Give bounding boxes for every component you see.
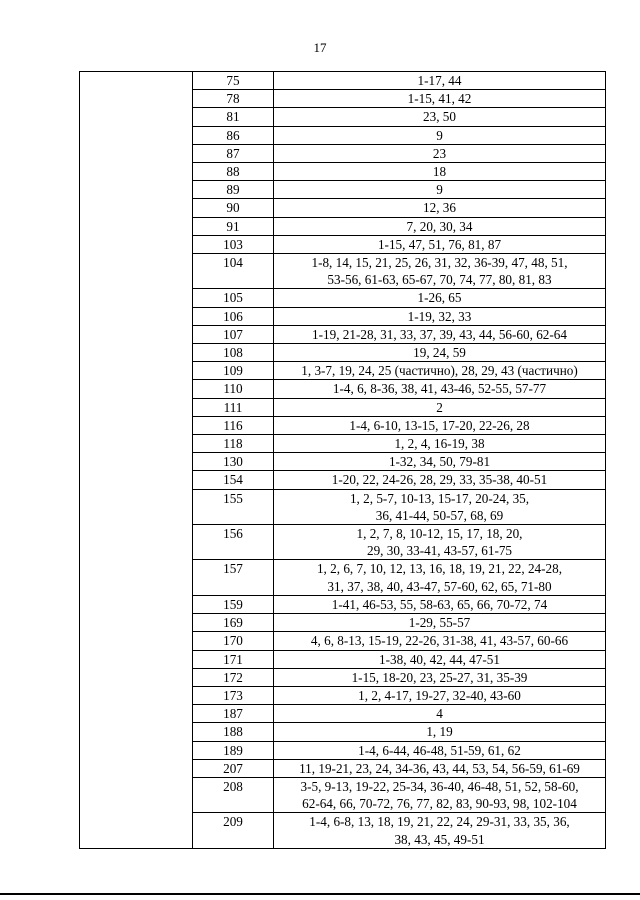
row-items-line: 1-17, 44	[417, 73, 462, 88]
row-items-cell	[274, 668, 606, 686]
row-number-cell: 189	[193, 741, 274, 759]
blank-first-column-cell	[80, 72, 193, 849]
row-number-cell: 130	[193, 453, 274, 471]
row-items-line: 1-41, 46-53, 55, 58-63, 65, 66, 70-72, 74	[331, 596, 548, 612]
registry-table	[79, 71, 606, 849]
row-number-cell: 91	[193, 217, 274, 235]
row-items-cell	[274, 759, 606, 777]
row-number-cell: 169	[193, 614, 274, 632]
row-items-cell	[274, 217, 606, 235]
row-items-line: 1-15, 47, 51, 76, 81, 87	[377, 236, 502, 252]
row-number-cell: 208	[193, 777, 274, 812]
row-items-cell	[274, 813, 606, 848]
row-items-cell	[274, 398, 606, 416]
row-items-line: 1, 2, 4, 16-19, 38	[394, 436, 485, 452]
row-number-cell: 116	[193, 416, 274, 434]
row-items-line: 1, 2, 4-17, 19-27, 32-40, 43-60	[358, 687, 521, 703]
page-bottom-rule	[0, 893, 640, 895]
row-items-line: 1, 2, 5-7, 10-13, 15-17, 20-24, 35,	[349, 490, 530, 506]
row-number-cell: 104	[193, 254, 274, 289]
row-items-line: 4	[436, 706, 443, 722]
row-items-cell	[274, 453, 606, 471]
row-items-line: 1-4, 6, 8-36, 38, 41, 43-46, 52-55, 57-77	[332, 381, 547, 397]
row-items-line: 1-4, 6-8, 13, 18, 19, 21, 22, 24, 29-31, 33, 35, 36,	[309, 814, 570, 830]
row-number-cell: 159	[193, 595, 274, 613]
row-items-cell	[274, 72, 606, 90]
row-items-line: 1, 19	[426, 724, 453, 740]
row-items-cell	[274, 632, 606, 650]
row-items-line: 1-15, 41, 42	[407, 91, 472, 107]
row-number-cell: 170	[193, 632, 274, 650]
row-items-cell	[274, 344, 606, 362]
row-number-cell: 154	[193, 471, 274, 489]
row-items-cell	[274, 199, 606, 217]
row-items-line: 1-32, 34, 50, 79-81	[388, 454, 491, 470]
row-items-line: 19, 24, 59	[413, 345, 466, 361]
row-items-cell	[274, 325, 606, 343]
row-items-line: 1-15, 18-20, 23, 25-27, 31, 35-39	[351, 669, 528, 685]
row-items-cell	[274, 705, 606, 723]
row-number-cell: 156	[193, 525, 274, 560]
row-items-cell	[274, 289, 606, 307]
row-number-cell: 78	[193, 90, 274, 108]
row-number-cell: 88	[193, 163, 274, 181]
row-items-line: 11, 19-21, 23, 24, 34-36, 43, 44, 53, 54, 56-59, 61-69	[299, 760, 580, 776]
row-items-cell	[274, 650, 606, 668]
registry-table-body	[80, 72, 606, 849]
row-items-line: 9	[436, 127, 443, 143]
row-number-cell: 86	[193, 126, 274, 144]
row-items-line: 36, 41-44, 50-57, 68, 69	[375, 507, 504, 523]
row-items-line: 9	[436, 182, 443, 198]
row-items-cell	[274, 362, 606, 380]
row-items-cell	[274, 525, 606, 560]
row-items-cell	[274, 471, 606, 489]
row-items-line: 1-4, 6-44, 46-48, 51-59, 61, 62	[358, 742, 521, 758]
row-number-cell: 106	[193, 307, 274, 325]
row-items-line: 1, 2, 6, 7, 10, 12, 13, 16, 18, 19, 21, 22, 24-28,	[316, 561, 563, 577]
row-number-cell: 103	[193, 235, 274, 253]
row-number-cell: 209	[193, 813, 274, 848]
row-items-cell	[274, 777, 606, 812]
row-number-cell: 207	[193, 759, 274, 777]
row-items-cell	[274, 181, 606, 199]
row-items-line: 1-26, 65	[417, 290, 462, 306]
row-items-line: 1-19, 21-28, 31, 33, 37, 39, 43, 44, 56-60, 62-64	[312, 326, 567, 342]
row-items-line: 1-8, 14, 15, 21, 25, 26, 31, 32, 36-39, 47, 48, 51,	[311, 255, 568, 271]
row-number-cell: 171	[193, 650, 274, 668]
row-items-cell	[274, 686, 606, 704]
row-number-cell: 75	[193, 72, 274, 90]
row-items-cell	[274, 435, 606, 453]
row-number-cell: 87	[193, 144, 274, 162]
row-items-line: 12, 36	[423, 200, 456, 216]
row-number-cell: 108	[193, 344, 274, 362]
row-items-line: 31, 37, 38, 40, 43-47, 57-60, 62, 65, 71-80	[327, 578, 552, 594]
row-items-cell	[274, 723, 606, 741]
row-items-line: 53-56, 61-63, 65-67, 70, 74, 77, 80, 81, 83	[327, 272, 552, 288]
row-items-line: 2	[436, 399, 443, 415]
row-items-cell	[274, 307, 606, 325]
table-row	[80, 72, 606, 90]
row-items-cell	[274, 614, 606, 632]
row-items-line: 1-4, 6-10, 13-15, 17-20, 22-26, 28	[349, 417, 530, 433]
row-items-cell	[274, 108, 606, 126]
row-items-cell	[274, 90, 606, 108]
row-items-cell	[274, 235, 606, 253]
row-number-cell: 111	[193, 398, 274, 416]
row-number-cell: 187	[193, 705, 274, 723]
row-number-cell: 107	[193, 325, 274, 343]
row-number-cell: 157	[193, 560, 274, 595]
row-items-line: 23	[432, 145, 447, 161]
row-number-cell: 109	[193, 362, 274, 380]
row-number-cell: 172	[193, 668, 274, 686]
page-number: 17	[313, 40, 327, 55]
row-number-cell: 90	[193, 199, 274, 217]
row-items-cell	[274, 560, 606, 595]
row-number-cell: 105	[193, 289, 274, 307]
row-number-cell: 110	[193, 380, 274, 398]
row-items-cell	[274, 254, 606, 289]
row-items-line: 4, 6, 8-13, 15-19, 22-26, 31-38, 41, 43-57, 60-66	[310, 633, 569, 649]
row-items-line: 23, 50	[423, 109, 456, 125]
row-items-cell	[274, 126, 606, 144]
row-number-cell: 188	[193, 723, 274, 741]
row-items-line: 38, 43, 45, 49-51	[394, 831, 485, 847]
row-items-line: 62-64, 66, 70-72, 76, 77, 82, 83, 90-93, 98, 102-104	[302, 796, 577, 812]
row-items-line: 29, 30, 33-41, 43-57, 61-75	[366, 543, 513, 559]
row-number-cell: 155	[193, 489, 274, 524]
row-items-cell	[274, 416, 606, 434]
row-items-cell	[274, 595, 606, 613]
row-items-line: 1-29, 55-57	[408, 615, 471, 631]
row-items-cell	[274, 163, 606, 181]
row-items-cell	[274, 380, 606, 398]
row-items-line: 3-5, 9-13, 19-22, 25-34, 36-40, 46-48, 51, 52, 58-60,	[300, 778, 579, 794]
row-items-line: 1-20, 22, 24-26, 28, 29, 33, 35-38, 40-51	[331, 472, 548, 488]
row-items-line: 18	[432, 164, 447, 180]
row-items-line: 1-19, 32, 33	[407, 308, 472, 324]
row-number-cell: 89	[193, 181, 274, 199]
row-items-cell	[274, 741, 606, 759]
row-items-line: 1, 2, 7, 8, 10-12, 15, 17, 18, 20,	[356, 526, 523, 542]
row-number-cell: 81	[193, 108, 274, 126]
row-number-cell: 173	[193, 686, 274, 704]
row-items-line: 1-38, 40, 42, 44, 47-51	[379, 651, 500, 667]
row-items-line: 7, 20, 30, 34	[406, 218, 473, 234]
row-items-line: 1, 3-7, 19, 24, 25 (частично), 28, 29, 43 (частично)	[301, 363, 578, 379]
row-items-cell	[274, 144, 606, 162]
row-number-cell: 118	[193, 435, 274, 453]
row-items-cell	[274, 489, 606, 524]
